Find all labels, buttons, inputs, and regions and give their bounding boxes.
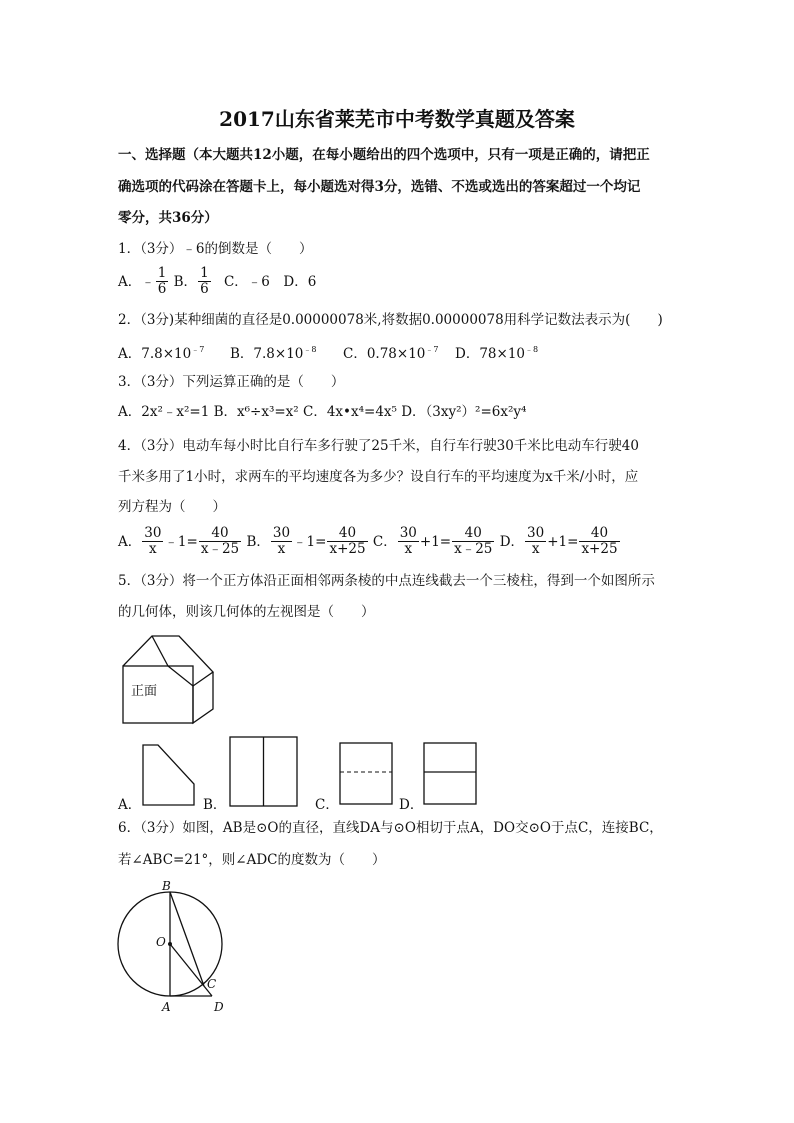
question-3-options: A．2x²﹣x²=1 B．x⁶÷x³=x² C．4x•x⁴=4x⁵ D．（3xy²）²=6x²y⁴ <box>118 404 527 420</box>
q4-a-fraction-1 <box>142 526 163 557</box>
solid-top-edges <box>123 636 213 686</box>
option-exponent: ﹣7 <box>425 345 439 354</box>
fraction-numerator: 40 <box>327 526 367 542</box>
option-text: B．7.8×10 <box>230 346 304 362</box>
option-text: A．7.8×10 <box>118 346 192 362</box>
solid-edge <box>152 636 168 666</box>
label-d: D <box>214 1000 224 1014</box>
q4-b-fraction-1 <box>271 526 292 557</box>
q4-c-fraction-2 <box>452 526 494 557</box>
label-c: C <box>207 977 217 991</box>
question-2-option-a <box>118 341 204 363</box>
q4-a-operator: ﹣1= <box>164 533 198 550</box>
question-6-line2: 若∠ABC=21°，则∠ADC的度数为（ ） <box>118 852 386 868</box>
q5-option-d-label: D． <box>399 797 424 813</box>
fraction-numerator: 40 <box>579 526 619 542</box>
fraction-denominator: 6 <box>157 281 167 297</box>
option-exponent: ﹣8 <box>303 345 317 354</box>
question-6-line1: 6．（3分）如图，AB是⊙O的直径，直线DA与⊙O相切于点A，DO交⊙O于点C，连接BC， <box>118 820 663 836</box>
q5-option-b-figure <box>228 735 300 809</box>
fraction-numerator: 30 <box>399 525 417 541</box>
question-3-stem: 3．（3分）下列运算正确的是（ ） <box>118 374 345 390</box>
fraction-numerator: 40 <box>199 526 241 542</box>
question-2-option-c <box>343 341 438 363</box>
page-title: 2017山东省莱芜市中考数学真题及答案 <box>219 107 575 131</box>
fraction-numerator: 30 <box>527 525 545 541</box>
q1-option-a-fraction <box>156 266 169 297</box>
q5-option-a-label: A． <box>118 797 142 813</box>
chord-bc <box>170 892 204 986</box>
question-4-line3: 列方程为（ ） <box>118 499 226 515</box>
fraction-numerator: 40 <box>452 526 494 542</box>
question-1-stem: 1．（3分）﹣6的倒数是（ ） <box>118 241 313 257</box>
q4-d-fraction-1 <box>525 526 546 557</box>
q4-c-fraction-1 <box>398 526 419 557</box>
center-point <box>168 942 172 946</box>
q4-option-d-label: D． <box>499 533 525 550</box>
q4-b-fraction-2 <box>327 526 367 557</box>
question-5-line2: 的几何体，则该几何体的左视图是（ ） <box>118 604 375 620</box>
fraction-denominator: x <box>531 541 540 557</box>
section-heading-line1: 一、选择题（本大题共12小题，在每小题给出的四个选项中，只有一项是正确的，请把正 <box>118 147 650 163</box>
section-heading-line2: 确选项的代码涂在答题卡上，每小题选对得3分，选错、不选或选出的答案超过一个均记 <box>118 179 641 195</box>
question-4-options <box>118 526 621 557</box>
fraction-denominator: x+25 <box>581 541 618 557</box>
q4-d-operator: +1= <box>547 533 579 550</box>
q5-solid-figure <box>118 628 218 728</box>
q5-option-b-label: B． <box>203 797 227 813</box>
q5-option-c-label: C． <box>315 797 339 813</box>
fraction-denominator: x <box>404 541 413 557</box>
q5-option-c-figure <box>338 741 395 807</box>
question-1-options <box>118 266 316 297</box>
question-2-option-d <box>455 341 538 363</box>
fraction-denominator: x﹣25 <box>200 541 240 557</box>
question-4-line2: 千米多用了1小时，求两车的平均速度各为多少？设自行车的平均速度为x千米/小时，应 <box>118 469 639 485</box>
q4-b-operator: ﹣1= <box>293 533 327 550</box>
label-o: O <box>156 935 166 949</box>
fraction-denominator: 6 <box>200 281 209 297</box>
fraction-denominator: x <box>149 541 157 557</box>
fraction-numerator: 30 <box>272 525 291 541</box>
question-2-stem: 2．（3分)某种细菌的直径是0.00000078米,将数据0.00000078用科学记数法表示为( ) <box>118 312 663 328</box>
q4-option-b-label: B． <box>246 533 270 550</box>
q5-option-a-figure <box>140 742 198 808</box>
q5-option-d-figure <box>422 741 479 807</box>
q1-options-cd: C．﹣6 D．6 <box>223 273 317 290</box>
option-text: D．78×10 <box>455 346 525 362</box>
option-exponent: ﹣7 <box>191 345 205 354</box>
q1-option-b-fraction <box>198 266 211 297</box>
label-b: B <box>162 879 171 893</box>
q1-option-a-label: A．﹣ <box>118 273 155 290</box>
fraction-numerator: 30 <box>144 525 162 541</box>
fraction-numerator: 1 <box>157 265 167 281</box>
option-exponent: ﹣8 <box>525 345 539 354</box>
q1-option-b-label: B． <box>173 273 198 290</box>
fraction-denominator: x﹣25 <box>454 541 493 557</box>
q4-option-a-label: A． <box>118 533 142 550</box>
fraction-denominator: x+25 <box>329 541 366 557</box>
q4-a-fraction-2 <box>199 526 241 557</box>
q6-circle-figure <box>112 876 252 1016</box>
front-face-label: 正面 <box>131 684 158 699</box>
q4-c-operator: +1= <box>419 533 452 550</box>
q4-option-c-label: C． <box>372 533 397 550</box>
q4-d-fraction-2 <box>579 526 619 557</box>
option-text: C．0.78×10 <box>343 346 426 362</box>
section-heading-line3: 零分，共36分） <box>118 210 218 226</box>
question-2-option-b <box>230 341 316 363</box>
question-4-line1: 4．（3分）电动车每小时比自行车多行驶了25千米，自行车行驶30千米比电动车行驶40 <box>118 438 639 454</box>
fraction-denominator: x <box>277 541 286 557</box>
label-a: A <box>162 1000 171 1014</box>
fraction-numerator: 1 <box>200 265 209 281</box>
question-5-line1: 5．（3分）将一个正方体沿正面相邻两条棱的中点连线截去一个三棱柱，得到一个如图所示 <box>118 573 655 589</box>
